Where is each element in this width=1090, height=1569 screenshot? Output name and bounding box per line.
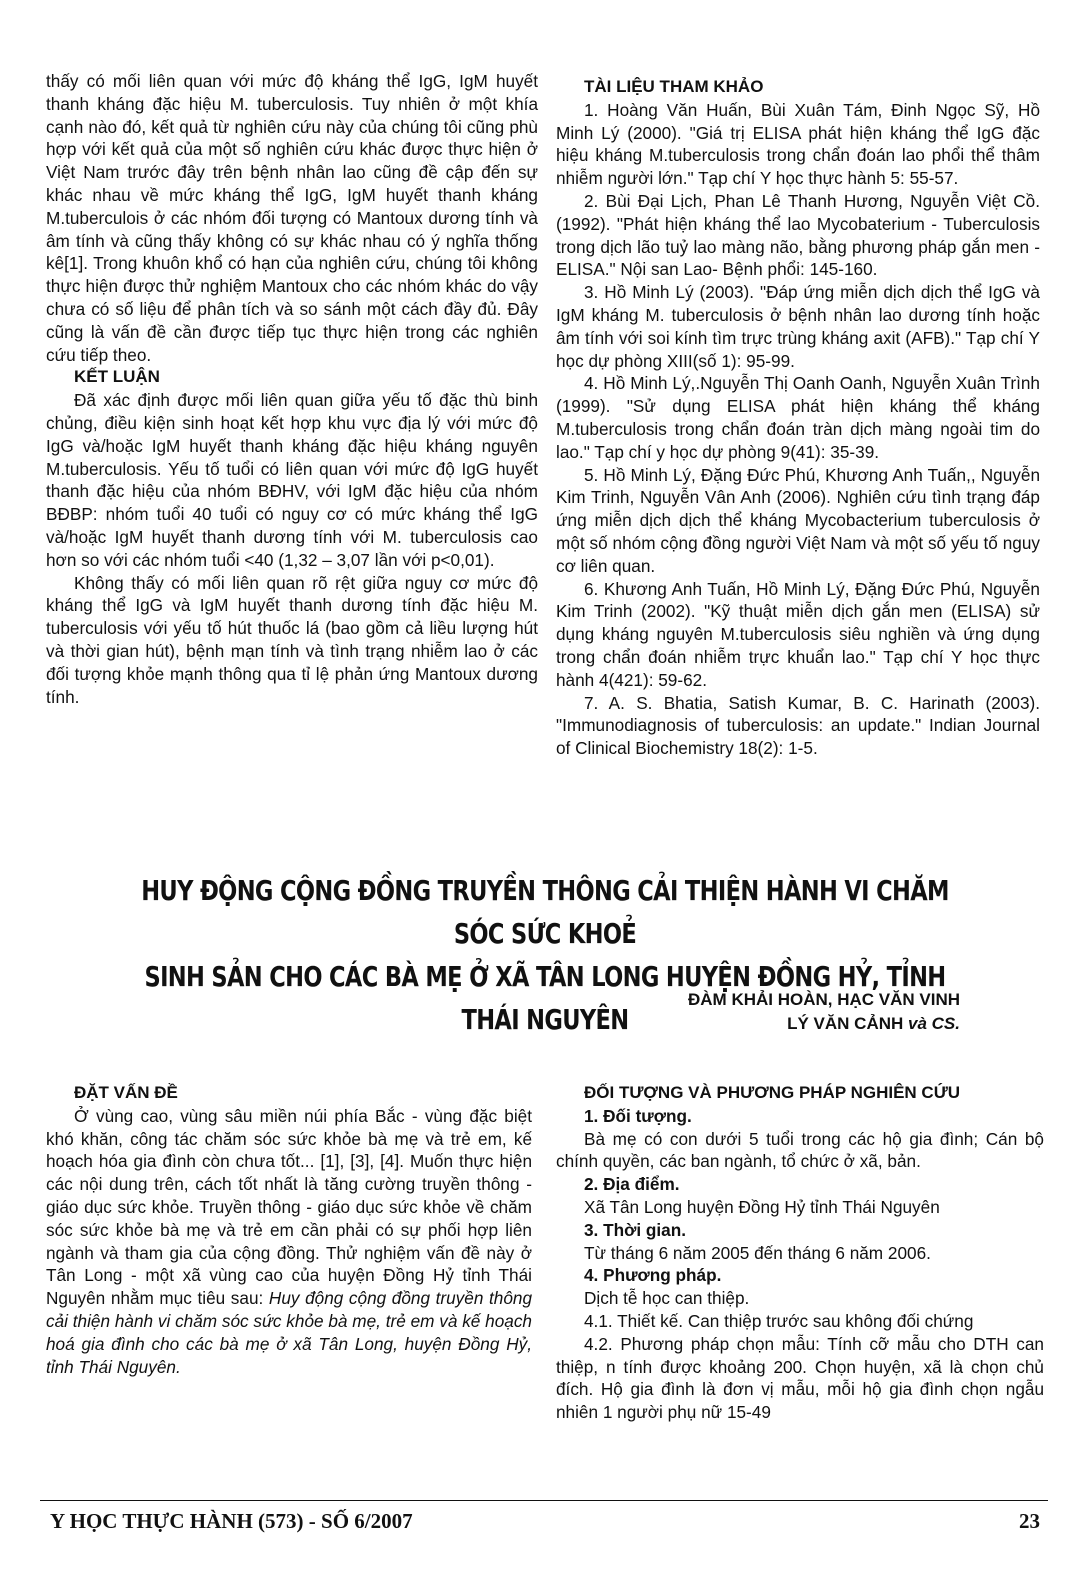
journal-footer: Y HỌC THỰC HÀNH (573) - SỐ 6/2007 [50, 1509, 413, 1533]
methods-design: 4.1. Thiết kế. Can thiệp trước sau không đối chứng [584, 1310, 974, 1331]
reference-item: 3. Hồ Minh Lý (2003). "Đáp ứng miễn dịch dịch thể IgG và IgM kháng M. tuberculosis ở bệnh nhân lao dương tính hoặc âm tính với soi kính tìm trực trùng kháng axit (AFB)." Tạp chí Y học dự phòng XIII(số 1): 95-99. [556, 282, 1040, 371]
methods-method-title: 4. Phương pháp. [584, 1265, 722, 1286]
references-column [556, 76, 1040, 760]
references-heading: TÀI LIỆU THAM KHẢO [584, 77, 764, 96]
article-authors [560, 988, 960, 1036]
methods-location-title: 2. Địa điểm. [584, 1174, 680, 1195]
methods-time-title: 3. Thời gian. [584, 1219, 686, 1240]
conclusion-paragraph-2: Không thấy có mối liên quan rõ rệt giữa nguy cơ mức độ kháng thể IgG và IgM huyết thanh dương tính đặc hiệu M. tuberculosis với yếu tố hút thuốc lá (bao gồm cả liều lượng hút và thời gian hút), bệnh mạn tính và tình trạng nhiễm lao ở các đối tượng khỏe mạnh thông qua tỉ lệ phản ứng Mantoux dương tính. [46, 572, 538, 707]
article-title-line-1: HUY ĐỘNG CỘNG ĐỒNG TRUYỀN THÔNG CẢI THIỆN HÀNH VI CHĂM SÓC SỨC KHOẺ [141, 875, 949, 950]
reference-item: 4. Hồ Minh Lý,.Nguyễn Thị Oanh Oanh, Nguyễn Xuân Trình (1999). "Sử dụng ELISA phát hiện kháng thể kháng M.tuberculosis trong chẩn đoán tràn dịch màng ngoài tim do lao." Tạp chí y học dự phòng 9(41): 35-39. [556, 373, 1040, 462]
authors-line-2: LÝ VĂN CẢNH [787, 1014, 904, 1033]
introduction-heading: ĐẶT VẤN ĐỀ [74, 1083, 178, 1102]
methods-heading: ĐỐI TƯỢNG VÀ PHƯƠNG PHÁP NGHIÊN CỨU [584, 1083, 961, 1102]
methods-time-body: Từ tháng 6 năm 2005 đến tháng 6 năm 2006. [584, 1242, 931, 1263]
methods-column [556, 1082, 1044, 1424]
reference-item: 6. Khương Anh Tuấn, Hồ Minh Lý, Đặng Đức Phú, Nguyễn Kim Trinh (2002). "Kỹ thuật miễn dịch gắn men (ELISA) sử dụng kháng nguyên M.tuberculosis siêu nghiền và ứng dụng trong chẩn đoán nhiễm trực khuẩn lao." Tạp chí Y học thực hành 4(421): 59-62. [556, 578, 1040, 690]
introduction-body: Ở vùng cao, vùng sâu miền núi phía Bắc - vùng đặc biệt khó khăn, công tác chăm sóc sức khỏe bà mẹ và trẻ em, kế hoạch hóa gia đình còn chưa tốt... [1], [3], [4]. Muốn thực hiện các nội dung trên, cách tốt nhất là tăng cường truyền thông - giáo dục sức khỏe. Truyền thông - giáo dục sức khỏe về chăm sóc sức khỏe bà mẹ và trẻ em cần phải có sự phối hợp liên ngành và tham gia của cộng đồng. Thử nghiệm vấn đề này ở Tân Long - một xã vùng cao của huyện Đồng Hỷ tỉnh Thái Nguyên nhằm mục tiêu sau: [46, 1105, 532, 1309]
methods-location-body: Xã Tân Long huyện Đồng Hỷ tỉnh Thái Nguyên [584, 1196, 940, 1217]
previous-article-column-left [46, 70, 538, 708]
conclusion-heading: KẾT LUẬN [74, 367, 160, 387]
authors-et-al: và CS. [908, 1014, 960, 1033]
page-number: 23 [1019, 1509, 1040, 1533]
reference-item: 2. Bùi Đại Lịch, Phan Lê Thanh Hương, Nguyễn Việt Cồ. (1992). "Phát hiện kháng thể lao Mycobaterium - Tuberculosis trong dịch lão tuỷ lao màng não, bằng phương pháp gắn men -ELISA." Nội san Lao- Bệnh phổi: 145-160. [556, 190, 1040, 280]
reference-item: 1. Hoàng Văn Huấn, Bùi Xuân Tám, Đinh Ngọc Sỹ, Hồ Minh Lý (2000). "Giá trị ELISA phát hiện kháng thể IgG đặc hiệu kháng M.tuberculosis trong chẩn đoán lao phổi thể thâm nhiễm người lớn." Tạp chí Y học thực hành 5: 55-57. [556, 99, 1040, 189]
conclusion-paragraph-1: Đã xác định được mối liên quan giữa yếu tố đặc thù binh chủng, điều kiện sinh hoạt kết hợp khu vực địa lý với mức độ IgG và/hoặc IgM huyết thanh kháng đặc hiệu kháng nguyên M.tuberculosis. Yếu tố tuổi có liên quan với mức độ IgG huyết thanh đặc hiệu của nhóm BĐHV, với IgM đặc hiệu của nhóm BĐBP: nhóm tuổi 40 tuổi có nguy cơ có mức kháng thể IgG và/hoặc IgM huyết thanh dương tính với M. tuberculosis cao hơn so với các nhóm tuổi <40 (1,32 – 3,07 lần với p<0,01). [46, 390, 538, 570]
footer-divider [40, 1500, 1048, 1501]
article-title-line-2: SINH SẢN CHO CÁC BÀ MẸ Ở XÃ TÂN LONG HUYỆN ĐỒNG HỶ, TỈNH THÁI NGUYÊN [144, 961, 946, 1036]
authors-line-1: ĐÀM KHẢI HOÀN, HẠC VĂN VINH [688, 990, 960, 1009]
discussion-paragraph: thấy có mối liên quan với mức độ kháng thể IgG, IgM huyết thanh kháng đặc hiệu M. tuberculosis. Tuy nhiên ở một khía cạnh nào đó, kết quả từ nghiên cứu này của chúng tôi cũng phù hợp với kết quả của một số nghiên cứu khác được thực hiện ở Việt Nam trước đây trên bệnh nhân lao cũng đề cập đến sự khác nhau về mức kháng thể IgG, IgM huyết thanh kháng M.tuberculois ở các nhóm đối tượng có Mantoux dương tính và âm tính và cũng thấy không có sự khác nhau có ý nghĩa thống kê[1]. Trong khuôn khổ có hạn của nghiên cứu, chúng tôi không thực hiện được thử nghiệm Mantoux cho các nhóm khác do vậy chưa có số liệu để phân tích và so sánh một cách đầy đủ. Đây cũng là vấn đề cần được tiếp tục thực hiện trong các nghiên cứu tiếp theo. [46, 71, 538, 365]
reference-item: 5. Hồ Minh Lý, Đặng Đức Phú, Khương Anh Tuấn,, Nguyễn Kim Trinh, Nguyễn Vân Anh (2006). Nghiên cứu tình trạng đáp ứng miễn dịch dịch thể kháng Mycobacterium tuberculosis ở một số nhóm cộng đồng người Việt Nam và một số yếu tố nguy cơ liên quan. [556, 464, 1040, 576]
methods-subject-title: 1. Đối tượng. [584, 1105, 692, 1126]
methods-sampling: 4.2. Phương pháp chọn mẫu: Tính cỡ mẫu cho DTH can thiệp, n tính được khoảng 200. Chọn huyện, xã là chọn chủ đích. Hộ gia đình là đơn vị mẫu, mỗi hộ gia đình chọn ngẫu nhiên 1 người phụ nữ 15-49 [556, 1333, 1044, 1423]
methods-method-body: Dịch tễ học can thiệp. [584, 1288, 750, 1309]
introduction-column [46, 1082, 532, 1378]
study-objective: Huy động cộng đồng truyền thông cải thiện hành vi chăm sóc sức khỏe bà mẹ, trẻ em và kế hoạch hoá gia đình cho các bà mẹ ở xã Tân Long, huyện Đồng Hỷ, tỉnh Thái Nguyên. [46, 1288, 533, 1377]
methods-subject-body: Bà mẹ có con dưới 5 tuổi trong các hộ gia đình; Cán bộ chính quyền, các ban ngành, tổ chức ở xã, bản. [556, 1128, 1044, 1172]
reference-item: 7. A. S. Bhatia, Satish Kumar, B. C. Harinath (2003). "Immunodiagnosis of tuberculosis: an update." Indian Journal of Clinical Biochemistry 18(2): 1-5. [556, 692, 1040, 759]
